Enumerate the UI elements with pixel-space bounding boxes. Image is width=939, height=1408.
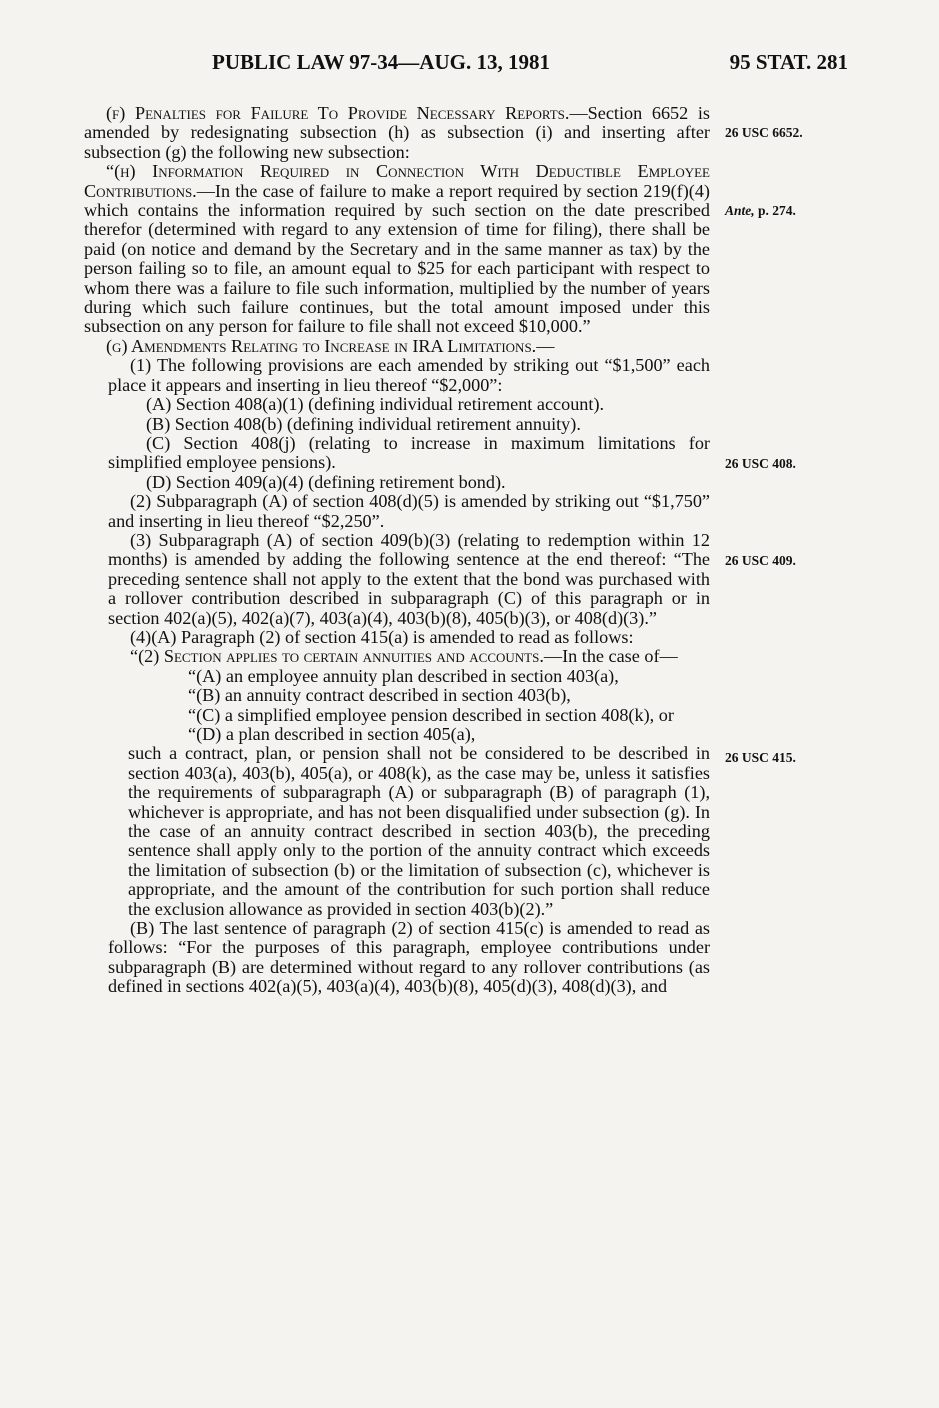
margin-note-415: 26 USC 415. [725,750,796,765]
paragraph-s2 [84,647,710,666]
heading-g: (g) Amendments Relating to Increase in IRA Limitations.— [106,335,555,356]
quote-B: “(B) an annuity contract described in section 403(b), [188,685,571,706]
margin-note-409: 26 USC 409. [725,553,796,568]
header-title: PUBLIC LAW 97-34—AUG. 13, 1981 [212,50,550,74]
paragraph-f [84,104,710,162]
header-stat: 95 STAT. 281 [729,50,848,74]
margin-note-408: 26 USC 408. [725,456,796,471]
heading-h: “(h) Information Required in Connection With Deductible Employee Contributions.— [84,161,710,201]
paragraph-gD: (D) Section 409(a)(4) (defining retirement bond). [146,471,506,492]
paragraph-g4A: (4)(A) Paragraph (2) of section 415(a) is amended to read as follows: [130,626,634,647]
quote-D: “(D) a plan described in section 405(a), [188,724,476,744]
quote-A: “(A) an employee annuity plan described in section 403(a), [188,665,619,686]
margin-note-6652: 26 USC 6652. [725,125,803,140]
paragraph-g2: (2) Subparagraph (A) of section 408(d)(5) is amended by striking out “$1,750” and inserting in lieu thereof “$2,250”. [108,491,710,531]
quote-C: “(C) a simplified employee pension described in section 408(k), or [188,704,674,725]
paragraph-gB: (B) Section 408(b) (defining individual retirement annuity). [146,413,581,434]
paragraph-such: such a contract, plan, or pension shall not be considered to be described in section 403(a), 403(b), 405(a), or 408(k), as the case may be, unless it satisfies the requirements of subparagraph (A) or subparagraph (B) of paragraph (1), whichever is appropriate, and has not been disqualified under subsection (g). In the case of an annuity contract described in section 403(b), the preceding sentence shall apply only to the portion of the annuity contract which exceeds the limitation of subsection (b) or the limitation of subsection (c), whichever is appropriate, and the amount of the contribution for such portion shall reduce the exclusion allowance as provided in section 403(b)(2).” [128,743,710,919]
heading-f: (f) Penalties for Failure To Provide Necessary Reports.— [106,103,588,123]
text-s2: In the case of— [562,646,678,667]
paragraph-gA: (A) Section 408(a)(1) (defining individual retirement account). [146,394,605,415]
text-f: Section 6652 is amended by redesignating subsection (h) as subsection (i) and inserting after subsection (g) the following new subsection: [84,103,710,162]
paragraph-h [84,162,710,337]
paragraph-g [84,337,710,356]
margin-note-ante-italic: Ante, [725,203,755,218]
document-body [84,104,710,997]
text-h: In the case of failure to make a report required by section 219(f)(4) which contains the information required by such section on the date prescribed therefor (determined with regard to any extension of time for filing), there shall be paid (on notice and demand by the Secretary and in the same manner as tax) by the person failing so to file, an amount equal to $25 for each participant with respect to whom there was a failure to file such information, multiplied by the number of years during which such failure continues, but the total amount imposed under this subsection on any person for failure to file shall not exceed $10,000.” [84,180,710,337]
margin-note-ante-page: p. 274. [754,203,796,218]
paragraph-gC: (C) Section 408(j) (relating to increase in maximum limitations for simplified employee pensions). [108,432,710,473]
paragraph-g3: (3) Subparagraph (A) of section 409(b)(3) (relating to redemption within 12 months) is amended by adding the following sentence at the end thereof: “The preceding sentence shall not apply to the extent that the bond was purchased with a rollover contribution described in subparagraph (C) of this paragraph or in section 402(a)(5), 402(a)(7), 403(a)(4), 403(b)(8), 405(b)(3), or 408(d)(3).” [108,529,710,628]
margin-note-ante [725,203,835,219]
paragraph-g1: (1) The following provisions are each amended by striking out “$1,500” each place it appears and inserting in lieu thereof “$2,000”: [108,355,710,395]
paragraph-g4B: (B) The last sentence of paragraph (2) of section 415(c) is amended to read as follows: “For the purposes of this paragraph, employee contributions under subparagraph (B) are determined without regard to any rollover contributions (as defined in sections 402(a)(5), 403(a)(4), 403(b)(8), 405(d)(3), 408(d)(3), and [108,918,710,997]
heading-s2: “(2) Section applies to certain annuities and accounts.— [130,646,563,667]
